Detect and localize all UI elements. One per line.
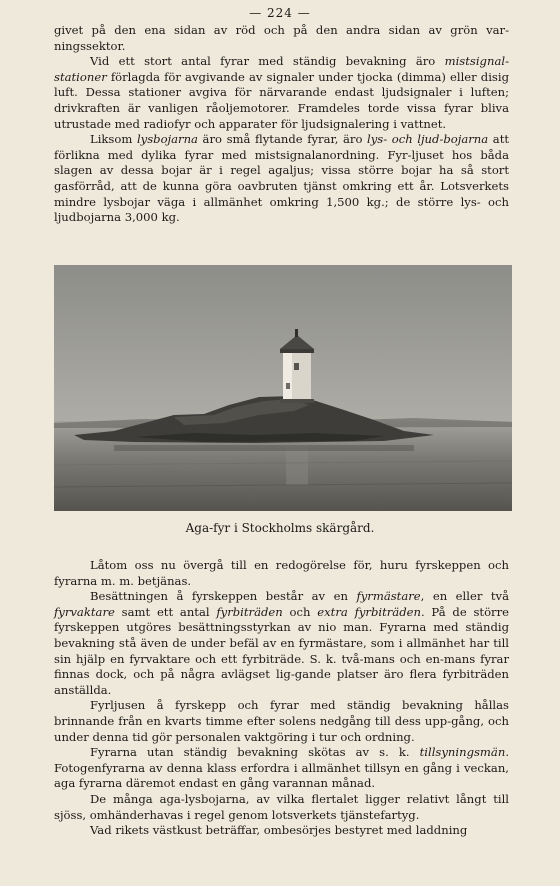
text-run: Vid ett stort antal fyrar med ständig bevakning äro xyxy=(90,54,445,69)
italic-term: tillsyningsmän xyxy=(419,745,506,760)
text-run: äro små flytande fyrar, äro xyxy=(197,132,368,147)
italic-term: mistsignal-stationer xyxy=(54,54,509,84)
paragraph xyxy=(54,698,509,745)
text-run: . Fotogenfyrarna av denna klass erfordra i allmänhet tillsyn en gång i veckan, aga fyrarna däremot endast en gång varannan månad. xyxy=(54,745,509,791)
paragraph xyxy=(54,132,509,226)
italic-term: fyrvaktare xyxy=(54,604,115,619)
italic-term: fyrbiträden xyxy=(216,604,283,619)
text-run: . På de större fyrskeppen utgöres besättningsstyrkan av nio man. Fyrarna med ständig bevakning stå även de under befäl av en fyrmästare, som i allmänhet har till sin hjälp en fyrvaktare och ett fyrbiträde. S. k. två-mans och en-mans fyrar finnas dock, och på några avlägset lig-gande platser äro flera fyrbiträden anställda. xyxy=(54,604,510,697)
text-run: Vad rikets västkust beträffar, ombesörjes bestyret med laddning xyxy=(90,823,468,838)
text-run: Fyrarna utan ständig bevakning skötas av s. k. xyxy=(90,745,420,760)
text-run: givet på den ena sidan av röd och på den andra sidan av grön var-ningssektor. xyxy=(54,23,509,53)
text-run: Besättningen å fyrskeppen består av en xyxy=(90,589,357,604)
paragraph xyxy=(54,589,509,698)
text-block-top xyxy=(54,23,509,226)
lighthouse-photo xyxy=(54,265,512,511)
text-run: Fyrljusen å fyrskepp och fyrar med ständig bevakning hållas brinnande från en kvarts timme efter solens nedgång till dess upp-gång, och under denna tid gör personalen vaktgöring i tur och ordning. xyxy=(54,698,509,744)
text-run: , en eller två xyxy=(420,589,509,604)
italic-term: lys- och ljud-bojarna xyxy=(367,132,489,147)
text-run: samt ett antal xyxy=(114,604,217,619)
text-run: Liksom xyxy=(90,132,137,147)
page-number: — 224 — xyxy=(249,6,311,20)
paragraph xyxy=(54,745,509,792)
paragraph xyxy=(54,54,509,132)
text-block-bottom xyxy=(54,558,509,839)
paragraph xyxy=(54,792,509,823)
italic-term: extra fyrbiträden xyxy=(317,604,421,619)
text-run: att förlikna med dylika fyrar med mistsignalanordning. Fyr-ljuset hos båda slagen av dessa bojar är i regel agaljus; vissa större bojar ha så stort gasförråd, att de kunna göra oavbruten tjänst omkring ett år. Lotsverkets mindre lysbojar väga i allmänhet omkring 1,500 kg.; de större lys- och ljudbojarna 3,000 kg. xyxy=(54,132,510,225)
italic-term: lysbojarna xyxy=(136,132,198,147)
figure-caption: Aga-fyr i Stockholms skärgård. xyxy=(185,521,375,535)
text-run: och xyxy=(282,604,318,619)
italic-term: fyrmästare xyxy=(356,589,421,604)
paragraph xyxy=(54,23,509,54)
paragraph xyxy=(54,823,509,839)
text-run: förlagda för avgivande av signaler under tjocka (dimma) eller disig luft. Dessa stationer avgiva för närvarande endast ljudsignaler i luften; drivkraften är vanligen råoljemotorer. Framdeles torde vissa fyrar bliva utrustade med radiofyr och apparater för ljudsignalering i vattnet. xyxy=(54,69,509,131)
text-run: De många aga-lysbojarna, av vilka flertalet ligger relativt långt till sjöss, omhänderhavas i regel genom lotsverkets tjänstefartyg. xyxy=(54,791,509,822)
text-run: Låtom oss nu övergå till en redogörelse för, huru fyrskeppen och fyrarna m. m. betjänas. xyxy=(54,558,509,588)
paragraph xyxy=(54,558,509,589)
